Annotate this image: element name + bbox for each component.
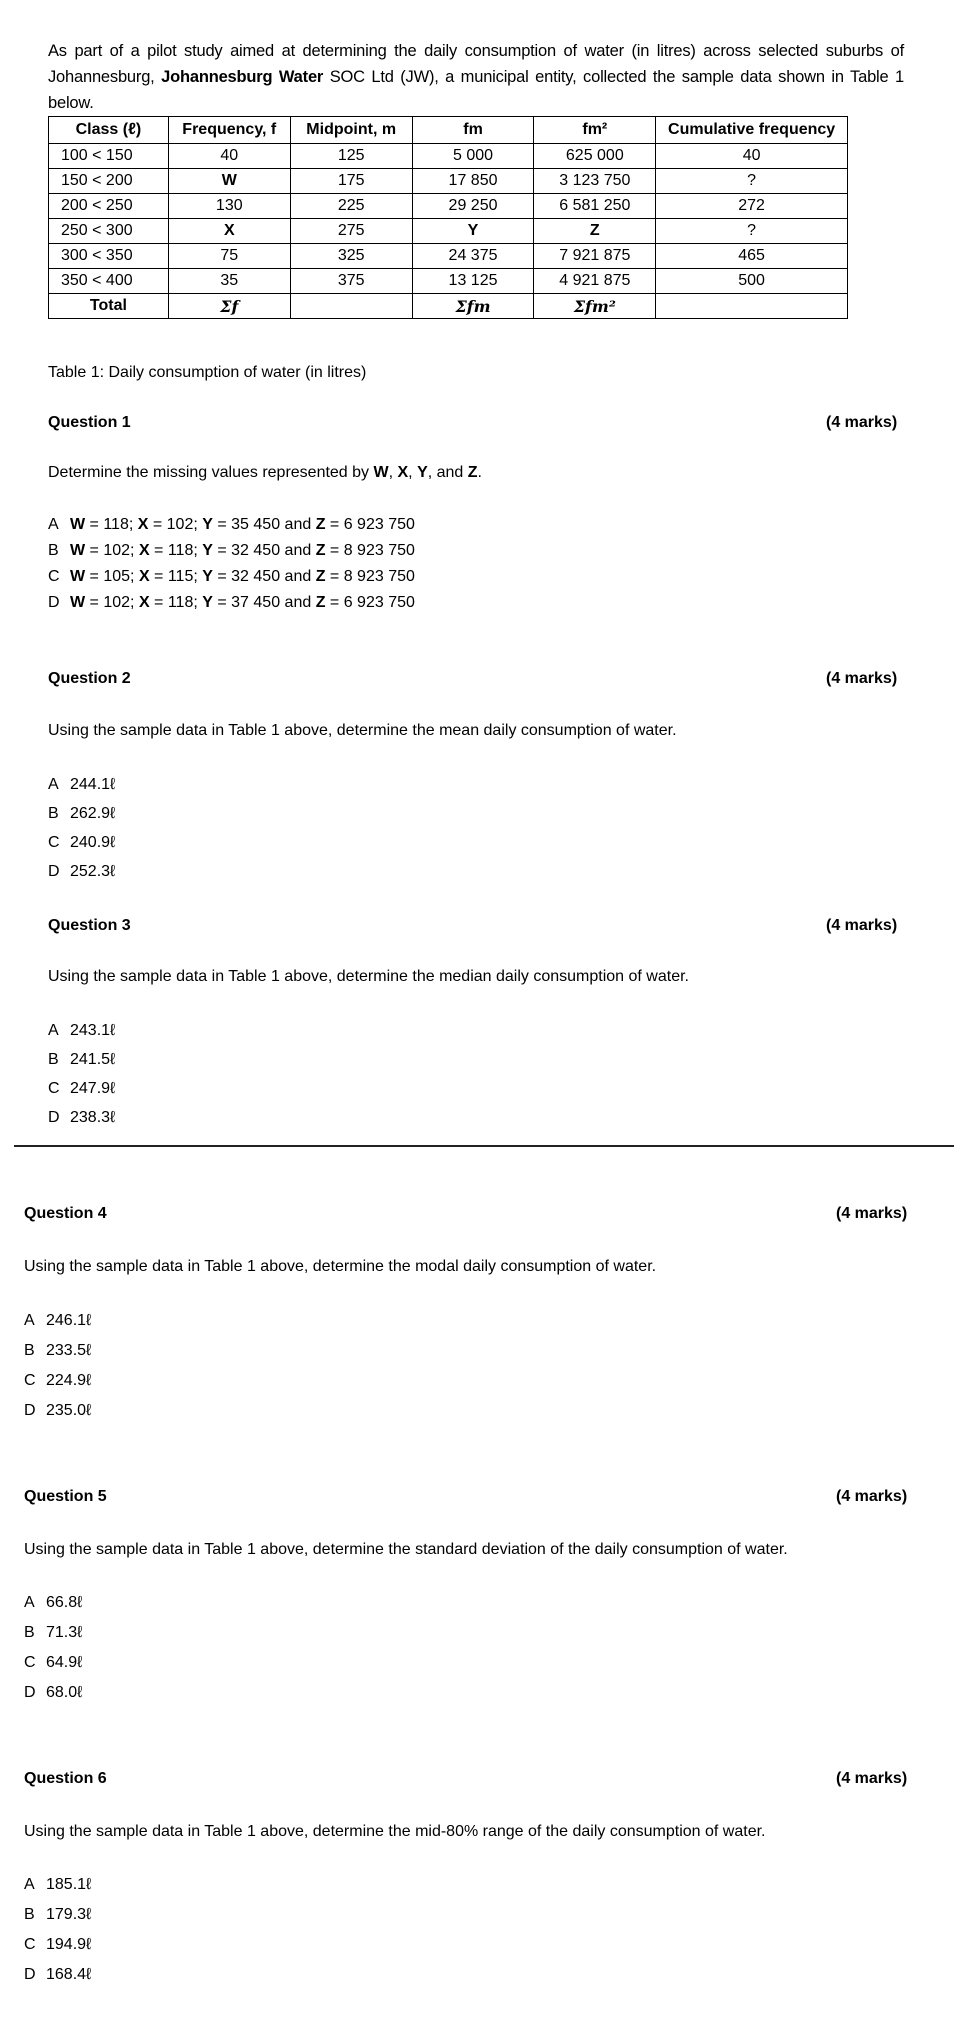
option-value: 8 923 750 — [343, 568, 415, 585]
table-cell: 272 — [656, 194, 848, 219]
option-letter: A — [48, 1022, 59, 1039]
option-letter: A — [48, 516, 59, 533]
option-letter: A — [48, 776, 59, 793]
table-cell: X — [168, 219, 290, 244]
table-cell: 625 000 — [534, 144, 656, 169]
q4-option-c[interactable] — [24, 1366, 91, 1396]
header-cumulative: Cumulative frequency — [656, 117, 848, 144]
q6-option-a[interactable] — [24, 1870, 91, 1900]
q6-option-c[interactable] — [24, 1930, 91, 1960]
option-letter: C — [24, 1372, 36, 1389]
q1-sep: , and — [427, 464, 468, 481]
question-3-marks: (4 marks) — [826, 917, 898, 934]
option-letter: C — [24, 1936, 36, 1953]
option-letter: D — [24, 1402, 36, 1419]
table-cell: 125 — [290, 144, 412, 169]
question-1-text — [48, 464, 482, 482]
option-var: Y — [202, 516, 213, 533]
q2-option-c[interactable] — [48, 828, 115, 857]
option-var: W — [70, 516, 86, 533]
option-var: X — [137, 516, 149, 533]
option-letter: C — [48, 1080, 60, 1097]
q2-option-a[interactable] — [48, 770, 115, 799]
option-letter: D — [24, 1684, 36, 1701]
option-var: Z — [315, 516, 326, 533]
option-var: W — [70, 542, 86, 559]
total-sum-fm2: Σfm² — [534, 294, 656, 319]
option-value: 8 923 750 — [343, 542, 415, 559]
header-frequency: Frequency, f — [168, 117, 290, 144]
option-var: Y — [202, 542, 213, 559]
option-value: 102 — [103, 542, 131, 559]
question-4-text: Using the sample data in Table 1 above, determine the modal daily consumption of water. — [24, 1258, 657, 1275]
q1-text-lead: Determine the missing values represented by — [48, 464, 374, 481]
question-6-options — [24, 1870, 91, 1990]
q1-var-y: Y — [417, 464, 428, 481]
table-cell: 130 — [168, 194, 290, 219]
option-var: Z — [315, 542, 326, 559]
table-cell: 29 250 — [412, 194, 534, 219]
option-value: 168.4ℓ — [46, 1966, 92, 1983]
table-cell: ? — [656, 169, 848, 194]
table-cell: 300 < 350 — [49, 244, 169, 269]
option-value: 68.0ℓ — [46, 1684, 83, 1701]
table-row — [49, 244, 848, 269]
option-letter: D — [48, 1109, 60, 1126]
option-value: 105 — [103, 568, 131, 585]
option-letter: A — [24, 1594, 35, 1611]
option-var: Y — [202, 568, 213, 585]
intro-text-2: SOC Ltd (JW), a municipal entity, collected the sample data shown in Table 1 below. — [48, 68, 904, 112]
table-cell: W — [168, 169, 290, 194]
q1-var-w: W — [373, 464, 389, 481]
table-cell: 35 — [168, 269, 290, 294]
table-cell: 250 < 300 — [49, 219, 169, 244]
option-var: X — [138, 568, 150, 585]
option-value: 71.3ℓ — [46, 1624, 83, 1641]
table-cell: 175 — [290, 169, 412, 194]
q4-option-d[interactable] — [24, 1396, 91, 1426]
q1-sep: , — [408, 464, 418, 481]
table-caption: Table 1: Daily consumption of water (in litres) — [48, 364, 367, 381]
question-3-text: Using the sample data in Table 1 above, determine the median daily consumption of water. — [48, 968, 689, 985]
table-cell: 200 < 250 — [49, 194, 169, 219]
question-6-marks: (4 marks) — [836, 1770, 908, 1787]
option-value: 243.1ℓ — [70, 1022, 116, 1039]
table-cell: 17 850 — [412, 169, 534, 194]
option-var: Y — [202, 594, 213, 611]
option-var: Z — [315, 594, 326, 611]
option-value: 252.3ℓ — [70, 863, 116, 880]
option-value: 118 — [103, 516, 129, 533]
table-cell: 3 123 750 — [534, 169, 656, 194]
question-1-marks: (4 marks) — [826, 414, 898, 431]
table-cell: 40 — [656, 144, 848, 169]
q3-option-a[interactable] — [48, 1016, 115, 1045]
question-1-options — [48, 512, 415, 616]
option-value: 32 450 — [231, 568, 281, 585]
total-label: Total — [49, 294, 169, 319]
header-midpoint: Midpoint, m — [290, 117, 412, 144]
option-value: 241.5ℓ — [70, 1051, 116, 1068]
question-4-options — [24, 1306, 91, 1426]
table-cell: 350 < 400 — [49, 269, 169, 294]
table-cell — [656, 294, 848, 319]
option-var: W — [70, 568, 86, 585]
table-row — [49, 269, 848, 294]
question-2-title: Question 2 — [48, 670, 131, 687]
option-value: 118 — [167, 542, 194, 559]
question-3-options — [48, 1016, 115, 1132]
option-letter: D — [48, 594, 60, 611]
option-value: 244.1ℓ — [70, 776, 116, 793]
option-value: 240.9ℓ — [70, 834, 116, 851]
option-letter: A — [24, 1876, 35, 1893]
table-cell: 40 — [168, 144, 290, 169]
table-cell: 4 921 875 — [534, 269, 656, 294]
table-cell: 13 125 — [412, 269, 534, 294]
page-divider — [14, 1145, 954, 1147]
option-value: 115 — [167, 568, 194, 585]
option-value: 102 — [166, 516, 194, 533]
option-letter: C — [48, 834, 60, 851]
header-fm2: fm² — [534, 117, 656, 144]
option-value: 233.5ℓ — [46, 1342, 92, 1359]
question-2-text: Using the sample data in Table 1 above, determine the mean daily consumption of water. — [48, 722, 677, 739]
q3-option-b[interactable] — [48, 1045, 115, 1074]
table-cell: 275 — [290, 219, 412, 244]
consumption-table — [48, 116, 848, 319]
q6-option-b[interactable] — [24, 1900, 91, 1930]
option-value: 66.8ℓ — [46, 1594, 83, 1611]
option-var: X — [138, 542, 150, 559]
q4-option-a[interactable] — [24, 1306, 91, 1336]
table-row — [49, 194, 848, 219]
table-total-row — [49, 294, 848, 319]
q3-option-d[interactable] — [48, 1103, 115, 1132]
option-value: 238.3ℓ — [70, 1109, 116, 1126]
header-class: Class (ℓ) — [49, 117, 169, 144]
table-cell: 7 921 875 — [534, 244, 656, 269]
question-6-title: Question 6 — [24, 1770, 107, 1787]
table-cell: 150 < 200 — [49, 169, 169, 194]
table-header-row — [49, 117, 848, 144]
option-value: 6 923 750 — [343, 516, 415, 533]
table-cell — [290, 294, 412, 319]
option-var: X — [138, 594, 150, 611]
q5-option-a[interactable] — [24, 1588, 82, 1618]
option-var: W — [70, 594, 86, 611]
option-letter: A — [24, 1312, 35, 1329]
table-cell: 100 < 150 — [49, 144, 169, 169]
q1-var-z: Z — [467, 464, 478, 481]
q4-option-b[interactable] — [24, 1336, 91, 1366]
table-cell: 225 — [290, 194, 412, 219]
question-2-options — [48, 770, 115, 886]
question-5-options — [24, 1588, 82, 1708]
option-value: 6 923 750 — [343, 594, 415, 611]
option-value: 247.9ℓ — [70, 1080, 116, 1097]
q5-option-b[interactable] — [24, 1618, 82, 1648]
question-5-text: Using the sample data in Table 1 above, determine the standard deviation of the daily consumption of water. — [24, 1541, 788, 1558]
option-value: 224.9ℓ — [46, 1372, 92, 1389]
table-row — [49, 219, 848, 244]
q1-var-x: X — [397, 464, 409, 481]
option-value: 102 — [103, 594, 131, 611]
table-row — [49, 169, 848, 194]
option-letter: D — [24, 1966, 36, 1983]
question-6-text: Using the sample data in Table 1 above, determine the mid-80% range of the daily consumption of water. — [24, 1823, 766, 1840]
table-cell: 375 — [290, 269, 412, 294]
option-letter: D — [48, 863, 60, 880]
total-sum-f: Σf — [168, 294, 290, 319]
question-3-title: Question 3 — [48, 917, 131, 934]
table-cell: ? — [656, 219, 848, 244]
table-cell: 500 — [656, 269, 848, 294]
option-value: 118 — [167, 594, 194, 611]
q5-option-c[interactable] — [24, 1648, 82, 1678]
intro-entity-name: Johannesburg Water — [161, 68, 324, 86]
q6-option-d[interactable] — [24, 1960, 91, 1990]
table-cell: 465 — [656, 244, 848, 269]
q1-option-c[interactable]: C W = 105; X = 115; Y = 32 450 and Z = 8 923 750 — [48, 564, 415, 590]
option-letter: B — [48, 542, 59, 559]
question-4-marks: (4 marks) — [836, 1205, 908, 1222]
option-value: 262.9ℓ — [70, 805, 116, 822]
option-value: 185.1ℓ — [46, 1876, 92, 1893]
option-var: Z — [315, 568, 326, 585]
question-4-title: Question 4 — [24, 1205, 107, 1222]
table-cell: Z — [534, 219, 656, 244]
q1-option-a[interactable]: A W = 118; X = 102; Y = 35 450 and Z = 6 923 750 — [48, 512, 415, 538]
intro-paragraph — [48, 38, 904, 116]
option-value: 35 450 — [231, 516, 281, 533]
q1-option-d[interactable]: D W = 102; X = 118; Y = 37 450 and Z = 6 923 750 — [48, 590, 415, 616]
option-value: 64.9ℓ — [46, 1654, 83, 1671]
option-value: 246.1ℓ — [46, 1312, 92, 1329]
option-letter: B — [48, 805, 59, 822]
option-value: 179.3ℓ — [46, 1906, 92, 1923]
total-sum-fm: Σfm — [412, 294, 534, 319]
table-cell: Y — [412, 219, 534, 244]
question-5-marks: (4 marks) — [836, 1488, 908, 1505]
table-cell: 75 — [168, 244, 290, 269]
q2-option-d[interactable] — [48, 857, 115, 886]
table-cell: 24 375 — [412, 244, 534, 269]
q1-option-b[interactable]: B W = 102; X = 118; Y = 32 450 and Z = 8 923 750 — [48, 538, 415, 564]
header-fm: fm — [412, 117, 534, 144]
option-letter: B — [48, 1051, 59, 1068]
q2-option-b[interactable] — [48, 799, 115, 828]
option-letter: C — [24, 1654, 36, 1671]
option-value: 37 450 — [231, 594, 281, 611]
table-cell: 325 — [290, 244, 412, 269]
q1-sep: , — [388, 464, 398, 481]
option-letter: B — [24, 1906, 35, 1923]
q3-option-c[interactable] — [48, 1074, 115, 1103]
option-value: 235.0ℓ — [46, 1402, 92, 1419]
option-value: 32 450 — [231, 542, 281, 559]
option-letter: C — [48, 568, 60, 585]
question-2-marks: (4 marks) — [826, 670, 898, 687]
table-row — [49, 144, 848, 169]
option-value: 194.9ℓ — [46, 1936, 92, 1953]
intro-text-1: As part of a pilot study aimed at determining the daily consumption of water (in litres) across selected suburbs of Johannesburg, — [48, 42, 904, 86]
table-cell: 5 000 — [412, 144, 534, 169]
table-cell: 6 581 250 — [534, 194, 656, 219]
option-letter: B — [24, 1624, 35, 1641]
question-1-title: Question 1 — [48, 414, 131, 431]
question-5-title: Question 5 — [24, 1488, 107, 1505]
option-letter: B — [24, 1342, 35, 1359]
q1-sep: . — [477, 464, 482, 481]
q5-option-d[interactable] — [24, 1678, 82, 1708]
